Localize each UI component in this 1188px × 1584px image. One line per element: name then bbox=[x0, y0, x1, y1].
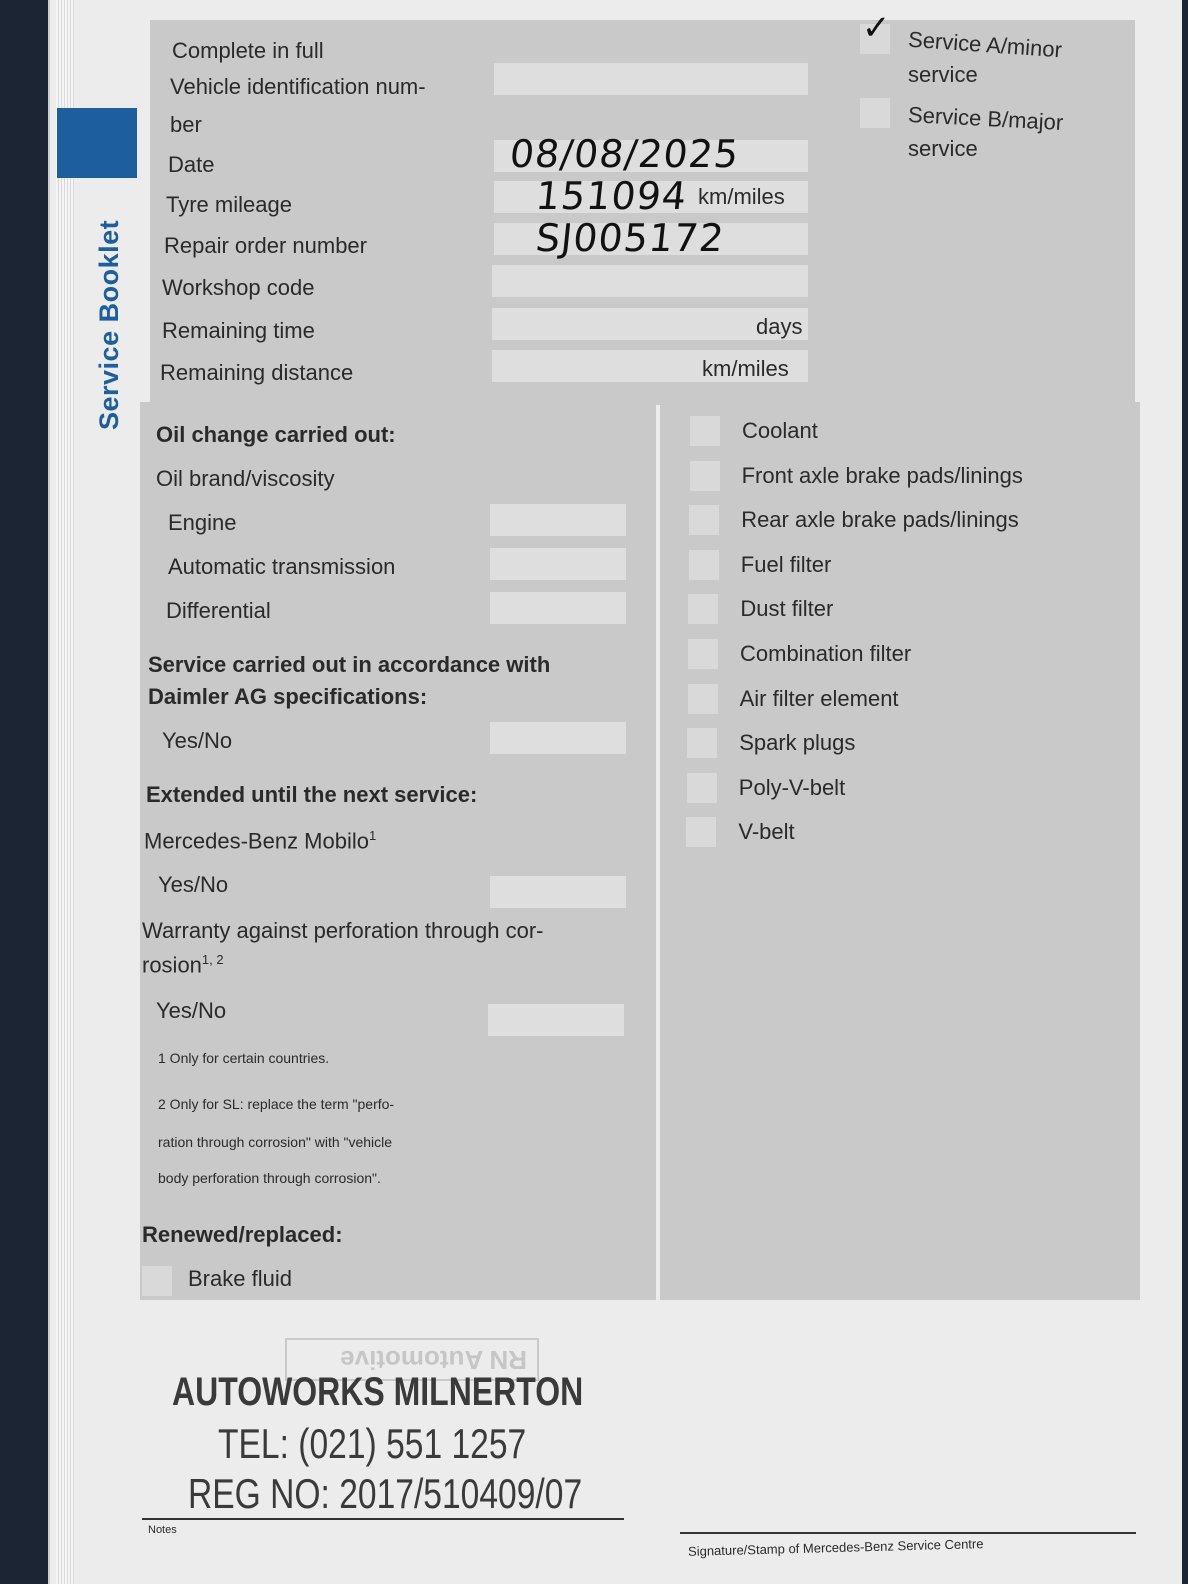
spine-tab bbox=[57, 108, 137, 178]
remaining-distance-label: Remaining distance bbox=[160, 360, 354, 385]
footnote-2-line2: ration through corrosion" with "vehicle bbox=[158, 1134, 393, 1150]
stamp-registration-number: REG NO: 2017/510409/07 bbox=[188, 1470, 583, 1517]
specifications-heading-line1: Service carried out in accordance with bbox=[148, 652, 551, 677]
workshop-code-label: Workshop code bbox=[162, 275, 315, 300]
service-b-checkbox[interactable] bbox=[860, 98, 890, 128]
footnote-2-line1: 2 Only for SL: replace the term "perfo- bbox=[158, 1096, 395, 1112]
vin-field[interactable] bbox=[494, 63, 808, 95]
differential-label: Differential bbox=[166, 598, 271, 623]
repair-order-value: SJ005172 bbox=[533, 216, 727, 260]
checkmark-icon: ✓ bbox=[862, 9, 891, 47]
complete-in-full-label: Complete in full bbox=[172, 38, 324, 63]
tyre-mileage-value: 151094 bbox=[533, 174, 690, 218]
workshop-code-field[interactable] bbox=[492, 265, 808, 297]
footnote-2-line3: body perforation through corrosion". bbox=[158, 1170, 381, 1186]
oil-brand-label: Oil brand/viscosity bbox=[156, 466, 335, 491]
warranty-yes-no-field[interactable] bbox=[488, 1004, 624, 1036]
date-value: 08/08/2025 bbox=[507, 132, 742, 176]
mobilo-yes-no-label: Yes/No bbox=[158, 872, 229, 897]
ghost-stamp: RN Automotive bbox=[285, 1338, 539, 1381]
specifications-heading-line2: Daimler AG specifications: bbox=[148, 684, 428, 709]
replaced-item-checkbox[interactable] bbox=[686, 817, 716, 847]
renewed-heading: Renewed/replaced: bbox=[142, 1222, 343, 1247]
date-label: Date bbox=[168, 152, 215, 177]
replaced-item-checkbox[interactable] bbox=[687, 728, 717, 758]
replaced-item-checkbox[interactable] bbox=[689, 550, 719, 580]
replaced-item-label: Dust filter bbox=[740, 596, 834, 622]
remaining-time-unit: days bbox=[756, 314, 803, 339]
replaced-item-checkbox[interactable] bbox=[688, 594, 718, 624]
warranty-yes-no-label: Yes/No bbox=[156, 998, 227, 1023]
service-a-label-line1: Service A/minor bbox=[907, 26, 1063, 63]
replaced-item-label: Front axle brake pads/linings bbox=[741, 462, 1023, 488]
tyre-mileage-label: Tyre mileage bbox=[166, 192, 292, 217]
extended-heading: Extended until the next service: bbox=[146, 782, 478, 807]
brake-fluid-checkbox[interactable] bbox=[142, 1266, 172, 1296]
replaced-item-checkbox[interactable] bbox=[687, 773, 717, 803]
remaining-time-label: Remaining time bbox=[162, 318, 315, 343]
vin-label-line1: Vehicle identification num- bbox=[170, 74, 426, 99]
service-b-label-line2: service bbox=[908, 136, 978, 161]
repair-order-label: Repair order number bbox=[164, 233, 367, 258]
engine-field[interactable] bbox=[490, 504, 626, 536]
warranty-footnote-ref: 1, 2 bbox=[201, 952, 224, 967]
notes-label: Notes bbox=[148, 1524, 177, 1536]
specifications-yes-no-field[interactable] bbox=[490, 722, 626, 754]
spine-title: Service Booklet bbox=[94, 219, 124, 430]
warranty-label-line2 bbox=[142, 952, 224, 978]
page-edges bbox=[56, 0, 74, 1584]
automatic-transmission-label: Automatic transmission bbox=[168, 554, 396, 579]
differential-field[interactable] bbox=[490, 592, 626, 624]
footnote-1: 1 Only for certain countries. bbox=[158, 1050, 330, 1066]
replaced-item-checkbox[interactable] bbox=[688, 639, 718, 669]
specifications-yes-no-label: Yes/No bbox=[162, 728, 233, 753]
engine-label: Engine bbox=[168, 510, 237, 535]
automatic-transmission-field[interactable] bbox=[490, 548, 626, 580]
signature-area[interactable] bbox=[680, 1300, 1136, 1526]
right-panel bbox=[660, 402, 1140, 1300]
warranty-text: rosion bbox=[142, 952, 202, 978]
vin-label-line2: ber bbox=[170, 112, 202, 137]
replaced-item-label: Coolant bbox=[742, 418, 818, 443]
replaced-item-checkbox[interactable] bbox=[690, 461, 720, 491]
mobilo-footnote-ref: 1 bbox=[368, 828, 377, 843]
replaced-item-label: Spark plugs bbox=[739, 730, 856, 756]
replaced-item-checkbox[interactable] bbox=[688, 684, 718, 714]
mobilo-label bbox=[144, 828, 376, 854]
mobilo-yes-no-field[interactable] bbox=[490, 876, 626, 908]
replaced-item-label: Poly-V-belt bbox=[738, 774, 846, 800]
oil-change-heading: Oil change carried out: bbox=[156, 422, 396, 447]
stamp-telephone: TEL: (021) 551 1257 bbox=[218, 1420, 527, 1467]
replaced-item-label: Combination filter bbox=[740, 641, 912, 666]
signature-label: Signature/Stamp of Mercedes-Benz Service Centre bbox=[687, 1536, 984, 1559]
stamp-workshop-name: AUTOWORKS MILNERTON bbox=[172, 1370, 584, 1414]
service-a-label-line2: service bbox=[908, 62, 978, 87]
replaced-item-label: V-belt bbox=[738, 819, 795, 845]
warranty-label-line1: Warranty against perforation through cor- bbox=[142, 918, 544, 943]
replaced-item-label: Air filter element bbox=[739, 685, 899, 711]
signature-rule bbox=[680, 1532, 1136, 1534]
mobilo-text: Mercedes-Benz Mobilo bbox=[144, 828, 369, 854]
remaining-distance-unit: km/miles bbox=[702, 356, 789, 381]
service-b-label-line1: Service B/major bbox=[907, 101, 1064, 136]
tyre-mileage-unit: km/miles bbox=[698, 184, 785, 209]
replaced-item-label: Fuel filter bbox=[740, 551, 832, 577]
replaced-item-checkbox[interactable] bbox=[689, 505, 719, 535]
replaced-item-checkbox[interactable] bbox=[690, 416, 720, 446]
replaced-item-label: Rear axle brake pads/linings bbox=[741, 507, 1019, 533]
brake-fluid-label: Brake fluid bbox=[188, 1266, 292, 1291]
notes-rule bbox=[142, 1518, 624, 1520]
